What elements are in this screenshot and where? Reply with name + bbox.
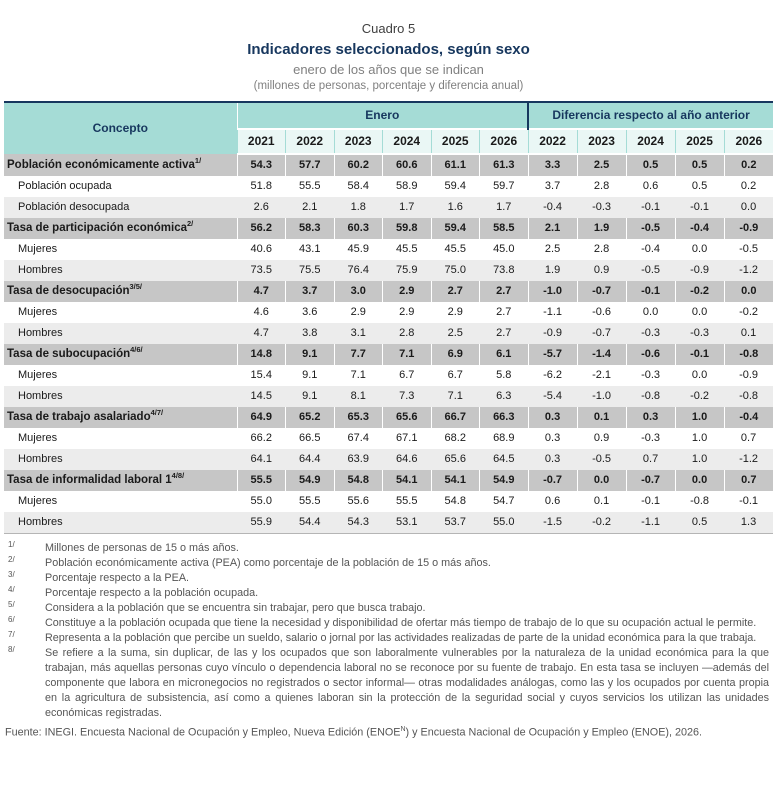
table-row [4,449,773,470]
value-cell: -0.7 [577,323,626,344]
footnote-reference: 4/6/ [130,345,143,355]
value-cell: -0.3 [626,323,675,344]
value-cell: 3.1 [334,323,383,344]
value-cell: 68.9 [480,428,529,449]
value-cell: -0.4 [675,218,724,239]
table-row [4,428,773,449]
row-label: Mujeres [4,239,237,260]
value-cell: -0.2 [577,512,626,534]
value-cell: -0.6 [626,344,675,365]
row-label: Tasa de trabajo asalariado$^{4/7/}$ [4,407,237,428]
value-cell: -2.1 [577,365,626,386]
value-cell: 2.8 [577,239,626,260]
footnote-reference: 1/ [194,156,202,166]
footnote-reference: 4/8/ [171,471,185,481]
value-cell: -1.0 [528,281,577,302]
value-cell: 55.0 [480,512,529,534]
year-header-enero-2023: 2023 [334,129,383,154]
table-row [4,491,773,512]
value-cell: 6.9 [431,344,480,365]
value-cell: 1.3 [724,512,773,534]
row-label: Población ocupada [4,176,237,197]
value-cell: 9.1 [286,386,335,407]
value-cell: 58.5 [480,218,529,239]
value-cell: -1.1 [528,302,577,323]
diff-group-header: Diferencia respecto al año anterior [528,102,773,129]
value-cell: -0.5 [626,218,675,239]
value-cell: 55.0 [237,491,286,512]
value-cell: 1.7 [480,197,529,218]
value-cell: 54.9 [286,470,335,491]
value-cell: 58.3 [286,218,335,239]
value-cell: 2.9 [383,281,432,302]
value-cell: -0.1 [675,197,724,218]
value-cell: 7.7 [334,344,383,365]
source-superscript: N [400,725,406,733]
value-cell: 2.7 [480,281,529,302]
year-header-enero-2022: 2022 [286,129,335,154]
value-cell: 4.6 [237,302,286,323]
row-label: Mujeres [4,365,237,386]
row-label: Mujeres [4,428,237,449]
value-cell: 2.7 [431,281,480,302]
value-cell: 0.3 [626,407,675,428]
table-number: Cuadro 5 [361,21,416,36]
table-row [4,154,773,176]
indicators-table [4,101,773,534]
year-header-enero-2026: 2026 [480,129,529,154]
value-cell: 0.6 [528,491,577,512]
value-cell: 53.1 [383,512,432,534]
row-label: Hombres [4,386,237,407]
year-header-enero-2024: 2024 [383,129,432,154]
value-cell: 45.9 [334,239,383,260]
value-cell: 0.1 [577,407,626,428]
value-cell: 3.8 [286,323,335,344]
value-cell: -0.1 [626,491,675,512]
value-cell: 0.7 [724,428,773,449]
value-cell: 8.1 [334,386,383,407]
footnote [8,646,771,721]
value-cell: 0.1 [577,491,626,512]
source-text-prefix: Fuente: INEGI. Encuesta Nacional de Ocupación y Empleo, Nueva Edición (ENOE [5,726,401,739]
enero-group-header: Enero [237,102,528,129]
value-cell: 2.1 [528,218,577,239]
value-cell: 7.1 [383,344,432,365]
table-row [4,365,773,386]
row-label: Hombres [4,260,237,281]
row-label: Hombres [4,449,237,470]
table-row [4,176,773,197]
value-cell: 60.6 [383,154,432,176]
value-cell: -0.3 [626,365,675,386]
value-cell: 9.1 [286,365,335,386]
value-cell: -1.0 [577,386,626,407]
value-cell: 55.5 [286,176,335,197]
value-cell: 59.8 [383,218,432,239]
value-cell: -6.2 [528,365,577,386]
value-cell: 64.4 [286,449,335,470]
value-cell: -1.1 [626,512,675,534]
value-cell: 7.3 [383,386,432,407]
value-cell: 58.9 [383,176,432,197]
value-cell: 0.3 [528,449,577,470]
value-cell: 45.0 [480,239,529,260]
value-cell: -0.9 [675,260,724,281]
value-cell: 60.3 [334,218,383,239]
value-cell: 2.9 [383,302,432,323]
value-cell: 2.6 [237,197,286,218]
value-cell: 4.7 [237,323,286,344]
footnote-marker: 6/ [8,614,15,624]
row-label: Mujeres [4,302,237,323]
value-cell: 51.8 [237,176,286,197]
value-cell: -0.4 [626,239,675,260]
value-cell: 75.5 [286,260,335,281]
value-cell: 0.1 [724,323,773,344]
value-cell: 63.9 [334,449,383,470]
value-cell: 45.5 [431,239,480,260]
footnote-text: Se refiere a la suma, sin duplicar, de las y los ocupados que son laboralmente vulnerables por la naturaleza de la unidad económica para la que trabajan, más aquellas personas cuyo vínculo o dependencia laboral no se reconoce por su fuente de trabajo. En esta tasa se incluyen —además del componente que labora en micronegocios no registrados o sector informal— otras modalidades análogas, como las y los ocupados por cuenta propia en la agricultura de subsistencia, así como a quienes laboran sin la protección de la seguridad social y cuyos servicios los utilizan las unidades económicas registradas. [45,646,769,719]
source-line [5,722,771,741]
value-cell: 59.4 [431,176,480,197]
value-cell: -0.8 [724,386,773,407]
title-units-note: (millones de personas, porcentaje y diferencia anual) [253,80,524,93]
value-cell: 14.8 [237,344,286,365]
table-row [4,260,773,281]
value-cell: -0.9 [724,365,773,386]
table-row [4,470,773,491]
footnote [8,601,771,616]
value-cell: -0.2 [724,302,773,323]
value-cell: -0.6 [577,302,626,323]
concept-column-header: Concepto [4,102,237,154]
year-header-diff-2023: 2023 [577,129,626,154]
value-cell: 3.0 [334,281,383,302]
value-cell: -1.4 [577,344,626,365]
footnote-text: Representa a la población que percibe un sueldo, salario o jornal por las actividades realizadas de parte de la unidad económica para la que trabaja. [45,631,757,644]
value-cell: 54.3 [334,512,383,534]
value-cell: 14.5 [237,386,286,407]
value-cell: -0.9 [528,323,577,344]
table-row [4,239,773,260]
value-cell: -0.5 [577,449,626,470]
row-label: Hombres [4,323,237,344]
value-cell: 5.8 [480,365,529,386]
value-cell: 55.5 [237,470,286,491]
value-cell: 54.8 [431,491,480,512]
footnote [8,586,771,601]
value-cell: 2.9 [334,302,383,323]
value-cell: 64.5 [480,449,529,470]
value-cell: -0.5 [626,260,675,281]
value-cell: 64.9 [237,407,286,428]
value-cell: 1.9 [577,218,626,239]
value-cell: 59.4 [431,218,480,239]
value-cell: 0.5 [675,154,724,176]
year-header-enero-2021: 2021 [237,129,286,154]
footnotes-block [8,541,771,721]
footnote-reference: 3/5/ [129,282,143,292]
value-cell: 1.7 [383,197,432,218]
value-cell: 45.5 [383,239,432,260]
footnote-marker: 7/ [8,629,15,639]
value-cell: 54.8 [334,470,383,491]
value-cell: 66.3 [480,407,529,428]
value-cell: 3.7 [528,176,577,197]
value-cell: 2.9 [431,302,480,323]
year-header-diff-2026: 2026 [724,129,773,154]
value-cell: 61.3 [480,154,529,176]
footnote [8,631,771,646]
footnote-text: Población económicamente activa (PEA) como porcentaje de la población de 15 o más años. [45,556,491,569]
footnote-reference: 4/7/ [150,408,164,418]
value-cell: -5.7 [528,344,577,365]
table-row [4,407,773,428]
row-label: Mujeres [4,491,237,512]
value-cell: -0.7 [528,470,577,491]
footnote-text: Porcentaje respecto a la población ocupada. [45,586,259,599]
source-text-suffix: ) y Encuesta Nacional de Ocupación y Empleo (ENOE), 2026. [405,726,703,739]
value-cell: -0.2 [675,386,724,407]
row-label: Tasa de participación económica$^{2/}$ [4,218,237,239]
value-cell: 58.4 [334,176,383,197]
value-cell: 76.4 [334,260,383,281]
value-cell: 2.5 [577,154,626,176]
value-cell: 1.0 [675,407,724,428]
value-cell: 0.0 [675,239,724,260]
value-cell: -0.1 [626,197,675,218]
value-cell: -1.2 [724,260,773,281]
value-cell: 1.8 [334,197,383,218]
value-cell: 3.6 [286,302,335,323]
row-label: Población económicamente activa$^{1/}$ [4,154,237,176]
value-cell: 6.7 [383,365,432,386]
value-cell: 75.0 [431,260,480,281]
value-cell: 2.8 [577,176,626,197]
year-header-diff-2025: 2025 [675,129,724,154]
value-cell: 65.2 [286,407,335,428]
value-cell: -0.3 [626,428,675,449]
value-cell: -0.3 [675,323,724,344]
value-cell: 15.4 [237,365,286,386]
value-cell: 55.6 [334,491,383,512]
value-cell: 61.1 [431,154,480,176]
footnote [8,556,771,571]
value-cell: -5.4 [528,386,577,407]
value-cell: 59.7 [480,176,529,197]
value-cell: 9.1 [286,344,335,365]
value-cell: 0.7 [626,449,675,470]
value-cell: 67.1 [383,428,432,449]
value-cell: 6.7 [431,365,480,386]
value-cell: 66.5 [286,428,335,449]
value-cell: 55.9 [237,512,286,534]
value-cell: 55.5 [383,491,432,512]
footnote [8,571,771,586]
value-cell: 0.0 [675,365,724,386]
value-cell: 6.3 [480,386,529,407]
table-row [4,512,773,534]
value-cell: -0.1 [675,344,724,365]
page-title: Indicadores seleccionados, según sexo [247,40,530,58]
value-cell: 1.9 [528,260,577,281]
value-cell: 54.1 [383,470,432,491]
value-cell: -0.3 [577,197,626,218]
value-cell: -0.8 [675,491,724,512]
value-cell: 0.0 [675,470,724,491]
value-cell: -0.8 [626,386,675,407]
value-cell: 0.5 [675,176,724,197]
value-cell: 60.2 [334,154,383,176]
footnote-reference: 2/ [187,219,194,229]
value-cell: 67.4 [334,428,383,449]
footnote-marker: 5/ [8,599,15,609]
value-cell: 3.7 [286,281,335,302]
value-cell: 68.2 [431,428,480,449]
value-cell: 64.1 [237,449,286,470]
footnote-text: Porcentaje respecto a la PEA. [45,571,190,584]
value-cell: 2.7 [480,302,529,323]
value-cell: 65.6 [431,449,480,470]
value-cell: 54.9 [480,470,529,491]
value-cell: 53.7 [431,512,480,534]
value-cell: 1.0 [675,449,724,470]
value-cell: 2.8 [383,323,432,344]
footnote [8,541,771,556]
value-cell: 0.0 [577,470,626,491]
value-cell: 0.9 [577,260,626,281]
row-label: Hombres [4,512,237,534]
table-row [4,323,773,344]
table-header [4,102,773,154]
value-cell: 0.2 [724,176,773,197]
value-cell: 66.2 [237,428,286,449]
table-row [4,197,773,218]
value-cell: -1.2 [724,449,773,470]
value-cell: 43.1 [286,239,335,260]
value-cell: 1.6 [431,197,480,218]
value-cell: 0.5 [675,512,724,534]
value-cell: 0.0 [724,197,773,218]
year-header-enero-2025: 2025 [431,129,480,154]
value-cell: 65.6 [383,407,432,428]
value-cell: 0.7 [724,470,773,491]
value-cell: 64.6 [383,449,432,470]
footnote-marker: 2/ [8,554,15,564]
value-cell: -0.1 [724,491,773,512]
value-cell: 55.5 [286,491,335,512]
value-cell: 2.7 [480,323,529,344]
footnote-marker: 8/ [8,644,15,654]
value-cell: 40.6 [237,239,286,260]
footnote-marker: 1/ [8,539,15,549]
value-cell: -0.7 [626,470,675,491]
value-cell: 75.9 [383,260,432,281]
value-cell: 0.0 [675,302,724,323]
footnote-text: Considera a la población que se encuentra sin trabajar, pero que busca trabajo. [45,601,426,614]
footnote-marker: 3/ [8,569,15,579]
value-cell: 2.5 [431,323,480,344]
value-cell: 0.3 [528,407,577,428]
table-row [4,218,773,239]
footnote [8,616,771,631]
value-cell: 0.3 [528,428,577,449]
table-row [4,386,773,407]
value-cell: 0.9 [577,428,626,449]
value-cell: 6.1 [480,344,529,365]
value-cell: 56.2 [237,218,286,239]
table-body [4,154,773,534]
value-cell: -0.8 [724,344,773,365]
row-label: Tasa de desocupación$^{3/5/}$ [4,281,237,302]
value-cell: 65.3 [334,407,383,428]
row-label: Población desocupada [4,197,237,218]
value-cell: 73.8 [480,260,529,281]
title-block [0,20,777,95]
value-cell: -0.5 [724,239,773,260]
value-cell: 0.0 [626,302,675,323]
table-row [4,344,773,365]
value-cell: 0.0 [724,281,773,302]
table-row [4,302,773,323]
value-cell: -0.4 [528,197,577,218]
value-cell: 54.7 [480,491,529,512]
title-period: enero de los años que se indican [293,61,484,77]
value-cell: -0.4 [724,407,773,428]
year-header-diff-2022: 2022 [528,129,577,154]
value-cell: 2.1 [286,197,335,218]
row-label: Tasa de subocupación$^{4/6/}$ [4,344,237,365]
value-cell: -0.7 [577,281,626,302]
value-cell: -1.5 [528,512,577,534]
value-cell: 73.5 [237,260,286,281]
row-label: Tasa de informalidad laboral 1$^{4/8/}$ [4,470,237,491]
value-cell: 57.7 [286,154,335,176]
group-header-row [4,102,773,129]
value-cell: -0.1 [626,281,675,302]
footnote-text: Constituye a la población ocupada que tiene la necesidad y disponibilidad de ofertar más tiempo de trabajo de lo que su ocupación actual le permite. [45,616,757,629]
value-cell: 4.7 [237,281,286,302]
value-cell: 3.3 [528,154,577,176]
footnote-marker: 4/ [8,584,15,594]
year-header-diff-2024: 2024 [626,129,675,154]
value-cell: 54.4 [286,512,335,534]
value-cell: 54.3 [237,154,286,176]
table-row [4,281,773,302]
value-cell: 7.1 [334,365,383,386]
value-cell: 66.7 [431,407,480,428]
value-cell: 7.1 [431,386,480,407]
value-cell: 2.5 [528,239,577,260]
value-cell: 0.6 [626,176,675,197]
value-cell: 0.5 [626,154,675,176]
value-cell: 0.2 [724,154,773,176]
footnote-text: Millones de personas de 15 o más años. [45,541,239,554]
value-cell: 54.1 [431,470,480,491]
value-cell: -0.2 [675,281,724,302]
value-cell: 1.0 [675,428,724,449]
value-cell: -0.9 [724,218,773,239]
